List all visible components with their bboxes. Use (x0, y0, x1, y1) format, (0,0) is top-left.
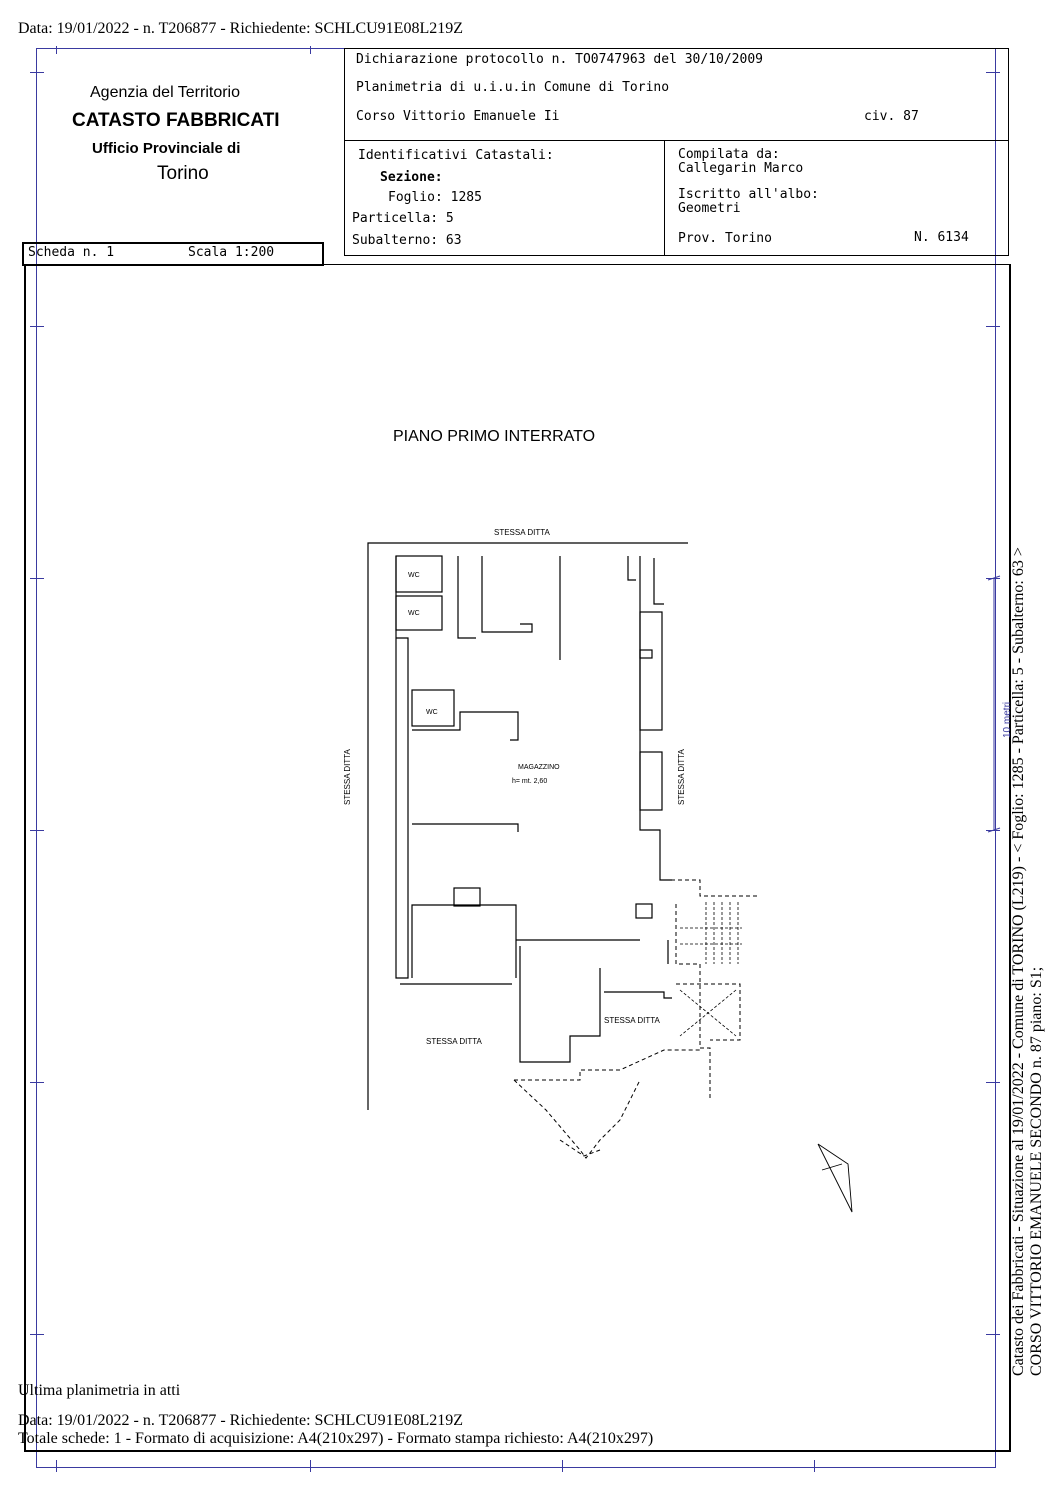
foglio-value: Foglio: 1285 (388, 190, 482, 205)
plan-dashed-edge (514, 1080, 640, 1158)
plan-left-wall (396, 556, 408, 978)
header-request-line: Data: 19/01/2022 - n. T206877 - Richiedente: SCHLCU91E08L219Z (18, 20, 463, 37)
plan-wall (628, 556, 636, 580)
plan-column (640, 752, 662, 810)
label-room-name: MAGAZZINO (518, 764, 560, 771)
compiled-label: Compilata da: (678, 147, 780, 162)
civic-number: civ. 87 (864, 109, 919, 124)
label-room-height: h= mt. 2,60 (512, 778, 548, 785)
albo-label: Iscritto all'albo: (678, 187, 819, 202)
protocol-line: Dichiarazione protocollo n. TO0747963 del 30/10/2009 (356, 52, 763, 67)
floor-title: PIANO PRIMO INTERRATO (393, 428, 596, 445)
plan-dashed-edge (676, 904, 710, 1100)
plan-column (640, 650, 652, 658)
address-line: Corso Vittorio Emanuele Ii (356, 109, 560, 124)
plan-wall (412, 824, 518, 832)
plan-wall (654, 558, 664, 604)
office-city: Torino (157, 163, 209, 184)
identifiers-title: Identificativi Catastali: (358, 148, 554, 163)
particella-value: Particella: 5 (352, 211, 454, 226)
scale-bar-label: 10 metri (1002, 701, 1013, 738)
footer-last-plan: Ultima planimetria in atti (18, 1382, 181, 1399)
plan-lower-room (412, 905, 516, 978)
agency-name: Agenzia del Territorio (90, 84, 241, 101)
plan-lower-wall (520, 946, 600, 1062)
sezione-label: Sezione: (380, 170, 443, 185)
plan-wall (604, 992, 672, 998)
plan-wall (482, 556, 532, 632)
scale-label: Scala 1:200 (188, 245, 275, 260)
plan-dashed-edge (664, 880, 760, 896)
plan-column (640, 612, 662, 730)
side-situation-text: Catasto dei Fabbricati - Situazione al 19/01/2022 - Comune di TORINO (L219) - < Foglio: 1285 - Particella: 5 - Subalterno: 63 > (1010, 547, 1027, 1376)
label-top-neighbour: STESSA DITTA (494, 528, 550, 537)
office-label: Ufficio Provinciale di (92, 140, 241, 157)
label-wc-2: WC (408, 610, 420, 617)
province-label: Prov. Torino (678, 231, 772, 246)
footer-format-line: Totale schede: 1 - Formato di acquisizione: A4(210x297) - Formato stampa richiesto: A4(210x297) (18, 1430, 654, 1447)
side-address-text: CORSO VITTORIO EMANUELE SECONDO n. 87 piano: S1; (1028, 966, 1045, 1376)
plan-dashed-edge (514, 1050, 700, 1080)
subalterno-value: Subalterno: 63 (352, 233, 462, 248)
plan-shaft (636, 904, 652, 918)
planimetria-line: Planimetria di u.i.u.in Comune di Torino (356, 80, 670, 95)
compiled-name: Callegarin Marco (678, 161, 804, 176)
wc-block-3 (412, 690, 454, 726)
scheda-number: Scheda n. 1 (28, 245, 115, 260)
footer-request-line: Data: 19/01/2022 - n. T206877 - Richiedente: SCHLCU91E08L219Z (18, 1412, 463, 1429)
label-left-neighbour: STESSA DITTA (343, 749, 352, 805)
plan-wall (458, 556, 476, 638)
label-right-neighbour: STESSA DITTA (677, 749, 686, 805)
label-bottom-right-neighbour: STESSA DITTA (604, 1016, 660, 1025)
label-bottom-left-neighbour: STESSA DITTA (426, 1037, 482, 1046)
label-wc-3: WC (426, 709, 438, 716)
label-wc-1: WC (408, 572, 420, 579)
plan-stair-void (454, 888, 480, 906)
catasto-title: CATASTO FABBRICATI (72, 110, 280, 131)
registration-number: N. 6134 (914, 230, 969, 245)
north-arrow (818, 1144, 852, 1212)
albo-value: Geometri (678, 201, 741, 216)
scale-bar (988, 576, 1000, 832)
